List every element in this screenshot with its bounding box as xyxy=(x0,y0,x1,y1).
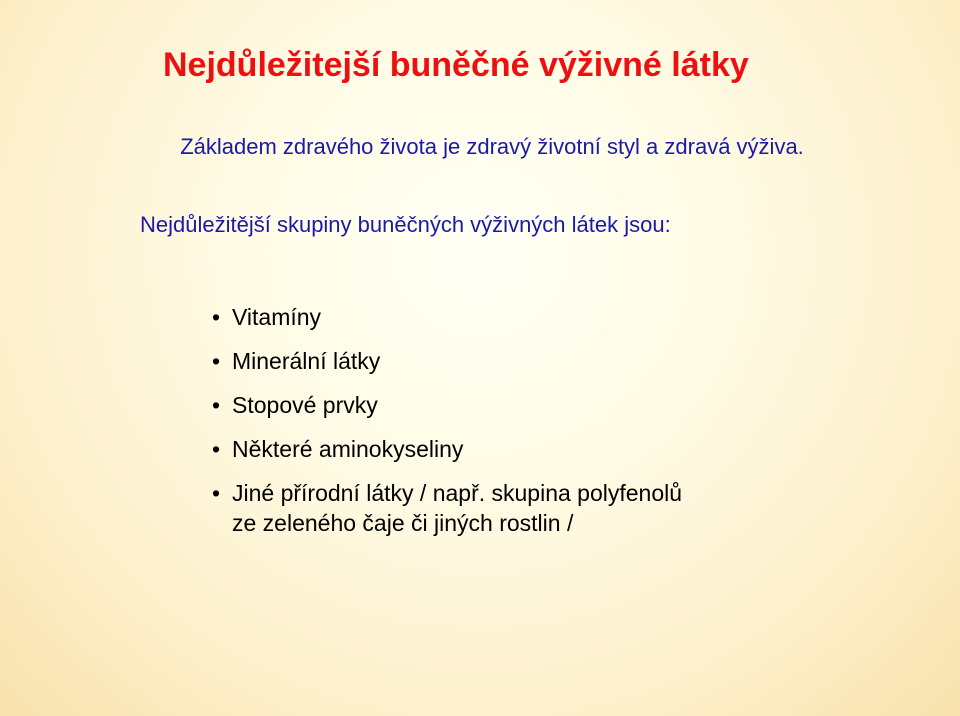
list-item xyxy=(212,346,732,376)
list-item xyxy=(212,478,692,538)
list-item-label: Vitamíny xyxy=(232,304,322,330)
bullet-dot-icon: • xyxy=(212,348,221,374)
bullet-dot-icon: • xyxy=(212,392,221,418)
list-item xyxy=(212,390,732,420)
list-item-label: Stopové prvky xyxy=(232,392,378,418)
list-item-label: Některé aminokyseliny xyxy=(232,436,464,462)
intro-text: Základem zdravého života je zdravý životní styl a zdravá výživa. xyxy=(180,134,804,159)
bullet-dot-icon: • xyxy=(212,304,221,330)
slide-title: Nejdůležitejší buněčné výživné látky xyxy=(163,46,749,84)
list-item xyxy=(212,434,732,464)
bullet-dot-icon: • xyxy=(212,436,221,462)
list-item-label: Jiné přírodní látky / např. skupina polyfenolů ze zeleného čaje či jiných rostlin / xyxy=(232,480,683,536)
bullet-dot-icon: • xyxy=(212,480,221,506)
subheading: Nejdůležitější skupiny buněčných výživných látek jsou: xyxy=(140,212,671,237)
list-item-label: Minerální látky xyxy=(232,348,381,374)
bullet-list xyxy=(212,302,732,552)
list-item xyxy=(212,302,732,332)
